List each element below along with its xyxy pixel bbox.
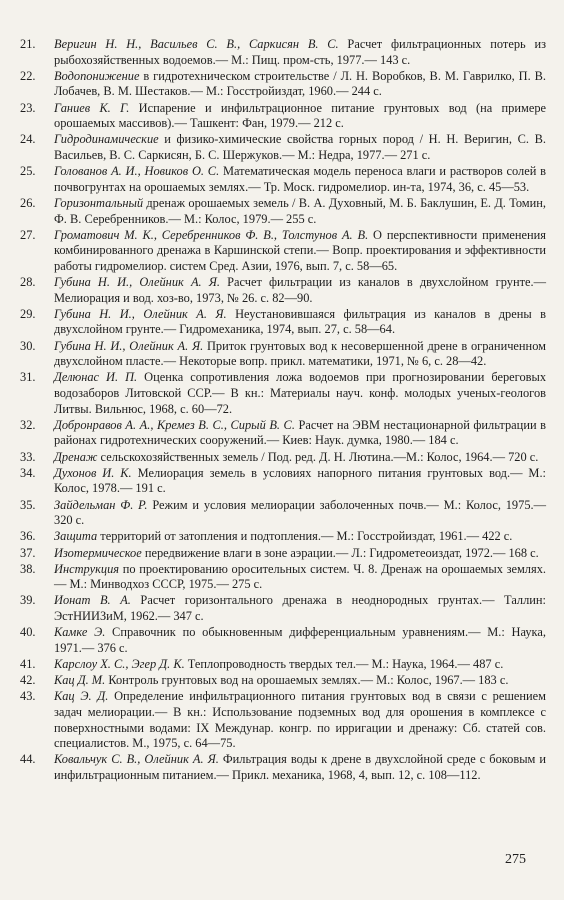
reference-number: 35. [20, 497, 36, 512]
reference-number: 41. [20, 657, 36, 672]
reference-details: Испарение и инфильтрационное питание грунтовых вод (на примере орошаемых массивов).— Ташкент: Фан, 1979.— 212 с. [54, 100, 547, 131]
reference-item [20, 529, 546, 545]
reference-text [54, 339, 546, 370]
reference-item [20, 37, 546, 68]
reference-authors: Голованов А. И., Новиков О. С. [54, 164, 220, 179]
reference-details: передвижение влаги в зоне аэрации.— Л.: Гидрометеоиздат, 1972.— 168 с. [141, 545, 539, 560]
reference-text [54, 673, 546, 689]
reference-authors: Карслоу Х. С., Эгер Д. К. [54, 657, 185, 672]
reference-list [20, 37, 546, 784]
reference-item [20, 101, 546, 132]
reference-item [20, 498, 546, 529]
reference-number: 34. [20, 465, 36, 480]
reference-details: Математическая модель переноса влаги и растворов солей в почвогрунтах на орошаемых землях.— Тр. Моск. гидромелиор. ин-та, 1974, 36, с. 45—53. [54, 164, 547, 194]
reference-number: 29. [20, 306, 36, 321]
reference-number: 40. [20, 625, 36, 640]
reference-number: 42. [20, 673, 36, 688]
reference-text [54, 466, 546, 497]
reference-item [20, 673, 546, 689]
reference-details: Расчет фильтрационных потерь из рыбохозяйственных водоемов.— М.: Пищ. пром-сть, 1977.— 143 с. [54, 37, 546, 67]
reference-authors: Защита [54, 529, 98, 544]
reference-item [20, 418, 546, 449]
reference-authors: Губина Н. И., Олейник А. Я. [54, 275, 220, 290]
reference-number: 28. [20, 275, 36, 290]
reference-authors: Кац Э. Д. [54, 689, 109, 704]
reference-authors: Изотермическое [54, 545, 142, 560]
reference-number: 26. [20, 195, 36, 210]
reference-item [20, 450, 546, 466]
reference-number: 36. [20, 529, 36, 544]
reference-details: в гидротехническом строительстве / Л. Н. Воробков, В. М. Гаврилко, П. В. Лобачев, В. М. Шестаков.— М.: Госстройиздат, 1960.— 244 с. [54, 68, 546, 99]
reference-authors: Веригин Н. Н., Васильев С. В., Саркисян В. С. [54, 37, 339, 51]
reference-number: 39. [20, 593, 36, 608]
reference-text [54, 625, 546, 656]
reference-text [54, 196, 546, 227]
reference-number: 44. [20, 752, 36, 767]
reference-number: 33. [20, 449, 36, 464]
reference-authors: Добронравов А. А., Кремез В. С., Сирый В. С. [54, 417, 295, 432]
reference-text [54, 752, 546, 783]
reference-item [20, 593, 546, 624]
reference-authors: Горизонтальный [54, 195, 144, 210]
reference-text [54, 593, 546, 624]
reference-item [20, 196, 546, 227]
reference-item [20, 164, 546, 195]
reference-text [54, 37, 546, 68]
reference-details: Теплопроводность твердых тел.— М.: Наука, 1964.— 487 с. [184, 657, 504, 672]
reference-authors: Ганиев К. Г. [54, 100, 130, 115]
reference-number: 37. [20, 545, 36, 560]
reference-authors: Водопонижение [54, 68, 140, 83]
reference-number: 21. [20, 37, 36, 51]
reference-text [54, 164, 546, 195]
reference-authors: Ионат В. А. [54, 593, 131, 608]
reference-text [54, 529, 546, 545]
reference-item [20, 657, 546, 673]
reference-authors: Ковальчук С. В., Олейник А. Я. [54, 752, 219, 767]
reference-details: Определение инфильтрационного питания грунтовых вод в связи с решением задач мелиорации.— В кн.: Использование подземных вод для орошения в комплексе с поверхностными водами: IX Междунар. конгр. по ирригации и дренажу: Сб. статей сов. специалистов. М., 1975, с. 64—75. [54, 689, 546, 751]
reference-item [20, 752, 546, 783]
reference-text [54, 450, 546, 466]
reference-item [20, 562, 546, 593]
reference-item [20, 132, 546, 163]
reference-text [54, 657, 546, 673]
reference-text [54, 546, 546, 562]
reference-authors: Громатович М. К., Серебренников Ф. В., Толстунов А. В. [54, 227, 369, 242]
reference-item [20, 307, 546, 338]
reference-authors: Духонов И. К. [54, 465, 132, 480]
reference-details: сельскохозяйственных земель / Под. ред. Д. Н. Лютина.—М.: Колос, 1964.— 720 с. [97, 449, 539, 464]
reference-text [54, 307, 546, 338]
reference-authors: Зайдельман Ф. Р. [54, 497, 148, 512]
reference-details: Расчет фильтрации из каналов в двухслойном грунте.— Мелиорация и вод. хоз-во, 1973, № 26. с. 82—90. [54, 275, 546, 305]
reference-details: Оценка сопротивления ложа водоемов при прогнозировании береговых водозаборов Литовской ССР.— В кн.: Материалы науч. конф. молодых ученых-геологов Литвы. Вильнюс, 1968, с. 60—72. [54, 370, 547, 416]
reference-number: 31. [20, 370, 36, 385]
reference-text [54, 370, 546, 417]
reference-details: по проектированию оросительных систем. Ч. 8. Дренаж на орошаемых землях.— М.: Минводхоз СССР, 1975.— 275 с. [54, 561, 546, 592]
reference-authors: Камке Э. [54, 625, 106, 640]
page-number: 275 [505, 852, 526, 867]
reference-authors: Инструкция [54, 561, 120, 576]
reference-number: 38. [20, 561, 36, 576]
reference-details: и физико-химические свойства горных пород / Н. Н. Веригин, С. В. Васильев, В. С. Саркисян, Б. С. Шержуков.— М.: Недра, 1977.— 271 с. [54, 132, 546, 162]
reference-text [54, 498, 546, 529]
reference-details: Расчет горизонтального дренажа в неоднородных грунтах.— Таллин: ЭстНИИЗиМ, 1962.— 347 с. [54, 593, 546, 624]
reference-item [20, 546, 546, 562]
reference-text [54, 228, 546, 275]
reference-number: 27. [20, 227, 36, 242]
reference-text [54, 275, 546, 306]
reference-number: 22. [20, 68, 36, 83]
reference-text [54, 689, 546, 751]
reference-details: Расчет на ЭВМ нестационарной фильтрации в районах гидротехнических сооружений.— Киев: Наук. думка, 1980.— 184 с. [54, 417, 546, 448]
reference-authors: Губина Н. И., Олейник А. Я. [54, 338, 204, 353]
reference-details: Неустановившаяся фильтрация из каналов в дрены в двухслойном грунте.— Гидромеханика, 1974, вып. 27, с. 58—64. [54, 306, 546, 337]
reference-number: 23. [20, 100, 36, 115]
reference-details: Мелиорация земель в условиях напорного питания грунтовых вод.— М.: Колос, 1978.— 191 с. [54, 465, 546, 496]
reference-item [20, 625, 546, 656]
reference-item [20, 466, 546, 497]
reference-text [54, 132, 546, 163]
reference-details: Режим и условия мелиорации заболоченных почв.— М.: Колос, 1975.— 320 с. [54, 497, 547, 528]
reference-number: 24. [20, 132, 36, 147]
reference-details: Справочник по обыкновенным дифференциальным уравнениям.— М.: Наука, 1971.— 376 с. [54, 625, 546, 655]
reference-authors: Делюнас И. П. [54, 370, 138, 385]
reference-text [54, 418, 546, 449]
reference-number: 25. [20, 164, 36, 179]
reference-text [54, 101, 546, 132]
reference-number: 43. [20, 689, 36, 704]
reference-details: территорий от затопления и подтопления.— М.: Госстройиздат, 1961.— 422 с. [97, 529, 513, 544]
reference-item [20, 275, 546, 306]
reference-details: Фильтрация воды к дрене в двухслойной среде с боковым и инфильтрационным питанием.— Прикл. механика, 1968, 4, вып. 12, с. 108—112. [54, 752, 547, 782]
reference-item [20, 689, 546, 751]
reference-authors: Губина Н. И., Олейник А. Я. [54, 306, 227, 321]
reference-authors: Дренаж [54, 449, 98, 464]
reference-item [20, 370, 546, 417]
reference-number: 30. [20, 338, 36, 353]
reference-text [54, 562, 546, 593]
reference-text [54, 69, 546, 100]
reference-item [20, 69, 546, 100]
reference-authors: Кац Д. М. [54, 673, 106, 688]
reference-details: О перспективности применения комбинированного дренажа в Каршинской степи.— Вопр. проектирования и эффективности работы гидромелиор. систем Сред. Азии, 1976, вып. 7, с. 58—65. [54, 227, 546, 273]
reference-details: дренаж орошаемых земель / В. А. Духовный, М. Б. Баклушин, Е. Д. Томин, Ф. В. Серебренников.— М.: Колос, 1979.— 255 с. [54, 195, 546, 226]
reference-item [20, 339, 546, 370]
reference-details: Контроль грунтовых вод на орошаемых землях.— М.: Колос, 1967.— 183 с. [105, 673, 509, 688]
reference-details: Приток грунтовых вод к несовершенной дрене в ограниченном двухслойном пласте.— Некоторые вопр. прикл. математики, 1971, № 6, с. 28—42. [54, 338, 546, 369]
reference-authors: Гидродинамические [54, 132, 159, 147]
reference-number: 32. [20, 417, 36, 432]
reference-item [20, 228, 546, 275]
